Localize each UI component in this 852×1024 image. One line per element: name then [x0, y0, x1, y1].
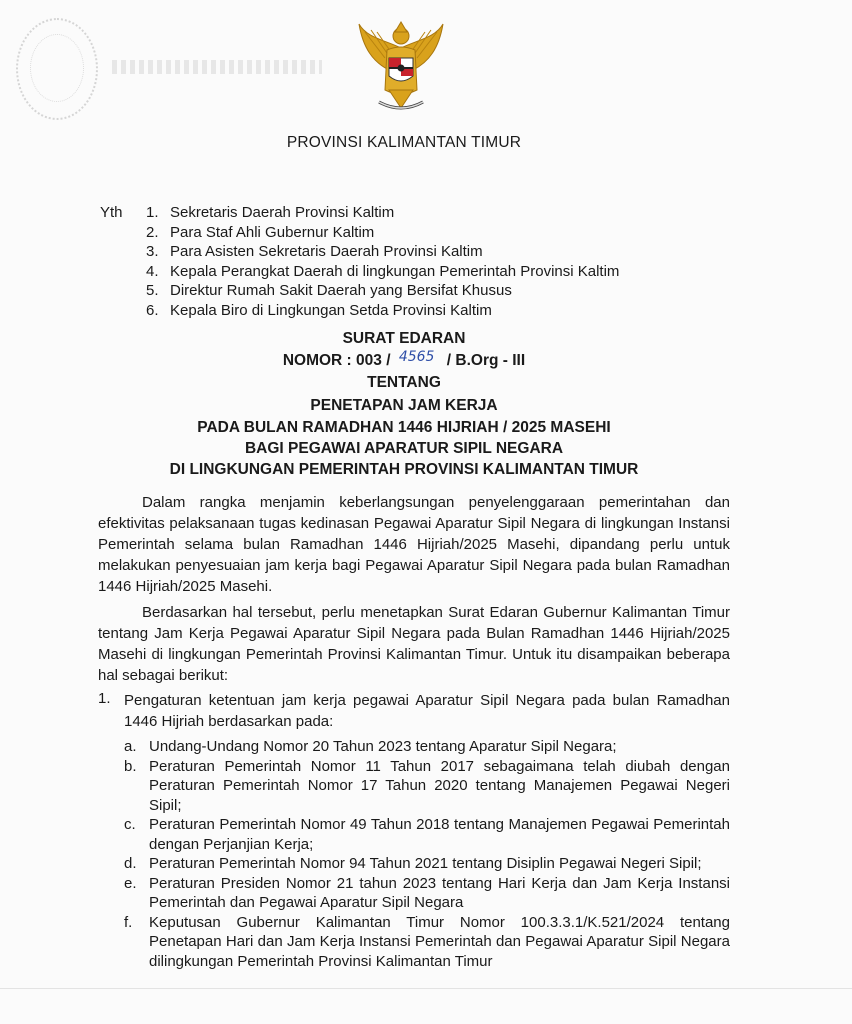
point-text: Pengaturan ketentuan jam kerja pegawai Aparatur Sipil Negara pada bulan Ramadhan 1446 Hijriah berdasarkan pada:: [124, 692, 730, 730]
subject-line: PENETAPAN JAM KERJA: [310, 397, 498, 414]
number-prefix: NOMOR : 003 /: [282, 352, 391, 369]
subject-line: PADA BULAN RAMADHAN 1446 HIJRIAH / 2025 MASEHI: [197, 419, 611, 436]
legal-basis-item: b. Peraturan Pemerintah Nomor 11 Tahun 2017 sebagaimana telah diubah dengan Peraturan Pemerintah Nomor 17 Tahun 2020 tentang Manajemen Pegawai Negeri Sipil;: [124, 757, 730, 814]
subject-line: DI LINGKUNGAN PEMERINTAH PROVINSI KALIMANTAN TIMUR: [169, 461, 639, 478]
subject-line: BAGI PEGAWAI APARATUR SIPIL NEGARA: [244, 440, 564, 457]
legal-basis-item: f. Keputusan Gubernur Kalimantan Timur Nomor 100.3.3.1/K.521/2024 tentang Penetapan Hari dan Jam Kerja Instansi Pemerintah dan Pegawai Aparatur Sipil Negara dilingkungan Pemerintah Provinsi Kalimantan Timur: [124, 913, 730, 970]
page-divider: [0, 988, 852, 989]
recipient-item: 4. Kepala Perangkat Daerah di lingkungan Pemerintah Provinsi Kaltim: [146, 262, 620, 280]
recipient-item: 6. Kepala Biro di Lingkungan Setda Provinsi Kaltim: [146, 301, 492, 319]
legal-basis-item: c. Peraturan Pemerintah Nomor 49 Tahun 2018 tentang Manajemen Pegawai Pemerintah dengan Perjanjian Kerja;: [124, 816, 730, 853]
tentang-heading: TENTANG: [367, 374, 441, 391]
recipient-label: Yth: [100, 204, 123, 221]
recipient-item: 2. Para Staf Ahli Gubernur Kaltim: [146, 223, 375, 241]
legal-basis-list: [124, 737, 730, 971]
document-type: SURAT EDARAN: [342, 330, 466, 347]
intro-paragraph: Dalam rangka menjamin keberlangsungan penyelenggaraan pemerintahan dan efektivitas pelaksanaan tugas kedinasan Pegawai Aparatur Sipil Negara di lingkungan Instansi Pemerintah selama bulan Ramadhan 1446 Hijriah/2025 Masehi, dipandang perlu untuk melakukan penyesuaian jam kerja bagi Pegawai Aparatur Sipil Negara pada bulan Ramadhan 1446 Hijriah/2025 Masehi.: [98, 494, 730, 595]
garuda-emblem-icon: [355, 18, 447, 118]
province-heading: PROVINSI KALIMANTAN TIMUR: [286, 134, 522, 151]
document-number: [0, 349, 808, 370]
faded-stamp: [16, 18, 98, 120]
legal-basis-item: e. Peraturan Presiden Nomor 21 tahun 2023 tentang Hari Kerja dan Jam Kerja Instansi Pemerintah dan Pegawai Aparatur Sipil Negara: [124, 874, 730, 911]
point-number: 1.: [98, 690, 111, 707]
recipient-item: 5. Direktur Rumah Sakit Daerah yang Bersifat Khusus: [146, 282, 512, 299]
recipient-item: 3. Para Asisten Sekretaris Daerah Provinsi Kaltim: [146, 243, 483, 260]
legal-basis-item: d. Peraturan Pemerintah Nomor 94 Tahun 2021 tentang Disiplin Pegawai Negeri Sipil;: [124, 855, 702, 872]
number-suffix: / B.Org - III: [446, 352, 526, 369]
legal-basis-item: a. Undang-Undang Nomor 20 Tahun 2023 tentang Aparatur Sipil Negara;: [124, 738, 617, 755]
faded-header-text: [112, 60, 322, 74]
recipient-list: [146, 203, 619, 320]
handwritten-number: 4565: [398, 349, 435, 365]
recipient-item: 1. Sekretaris Daerah Provinsi Kaltim: [146, 204, 395, 221]
basis-paragraph: Berdasarkan hal tersebut, perlu menetapkan Surat Edaran Gubernur Kalimantan Timur tentang Jam Kerja Pegawai Aparatur Sipil Negara pada Bulan Ramadhan 1446 Hijriah/2025 Masehi di lingkungan Pemerintah Provinsi Kalimantan Timur. Untuk itu disampaikan beberapa hal sebagai berikut:: [98, 604, 730, 684]
